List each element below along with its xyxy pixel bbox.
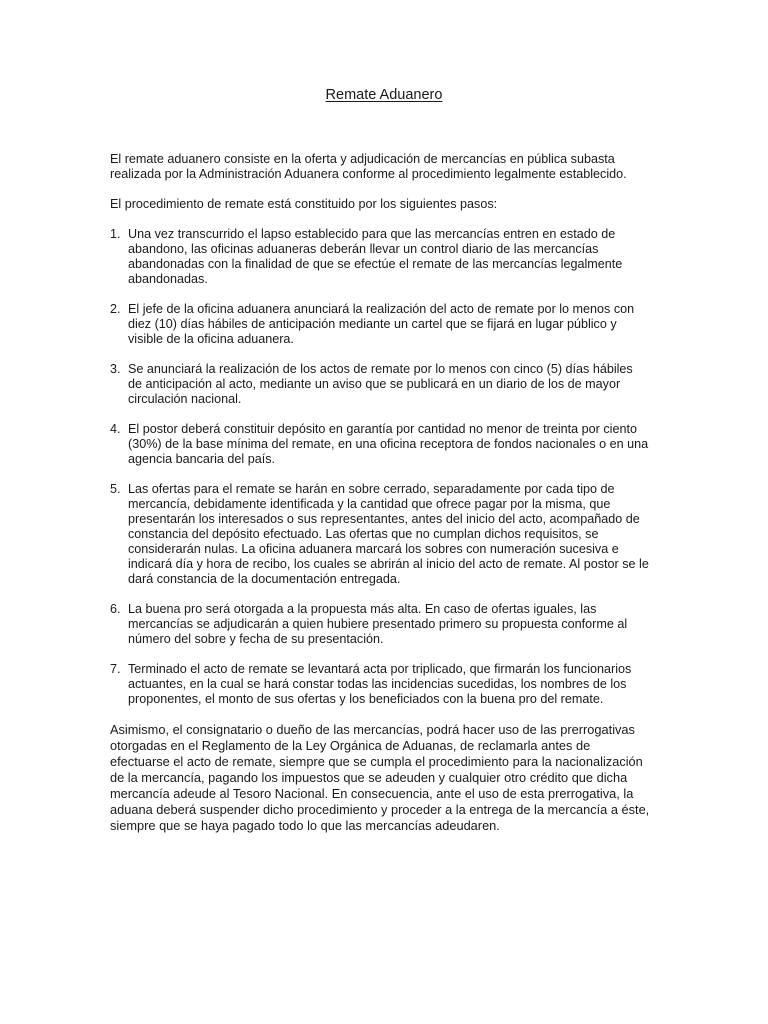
list-item-number: 5. xyxy=(110,482,121,496)
list-item xyxy=(110,602,650,647)
list-item xyxy=(110,422,650,467)
steps-intro-paragraph: El procedimiento de remate está constituido por los siguientes pasos: xyxy=(110,197,498,211)
document-body xyxy=(110,152,650,834)
list-item xyxy=(110,302,650,347)
list-item-number: 6. xyxy=(110,602,121,616)
list-item xyxy=(110,482,650,587)
list-item-number: 3. xyxy=(110,362,121,376)
steps-list xyxy=(110,227,650,707)
list-item xyxy=(110,227,650,287)
list-item xyxy=(110,362,650,407)
list-item xyxy=(110,662,650,707)
list-item-text: El postor deberá constituir depósito en garantía por cantidad no menor de treinta por ciento (30%) de la base mínima del remate, en una oficina receptora de fondos nacionales o en una agencia bancaria del país. xyxy=(128,422,649,466)
page-title: Remate Aduanero xyxy=(325,87,443,103)
list-item-text: Terminado el acto de remate se levantará acta por triplicado, que firmarán los funcionarios actuantes, en la cual se hará constar todas las incidencias sucedidas, los nombres de los proponentes, el monto de sus ofertas y los beneficiados con la buena pro del remate. xyxy=(128,662,632,706)
list-item-text: Una vez transcurrido el lapso establecido para que las mercancías entren en estado de abandono, las oficinas aduaneras deberán llevar un control diario de las mercancías abandonadas con la finalidad de que se efectúe el remate de las mercancías legalmente abandonadas. xyxy=(128,227,623,286)
list-item-text: Se anunciará la realización de los actos de remate por lo menos con cinco (5) días hábiles de anticipación al acto, mediante un aviso que se publicará en un diario de los de mayor circulación nacional. xyxy=(128,362,633,406)
list-item-text: Las ofertas para el remate se harán en sobre cerrado, separadamente por cada tipo de mercancía, debidamente identificada y la cantidad que ofrece pagar por la misma, que presentarán los interesados o sus representantes, antes del inicio del acto, acompañado de constancia del depósito efectuado. Las ofertas que no cumplan dichos requisitos, se considerarán nulas. La oficina aduanera marcará los sobres con numeración sucesiva e indicará día y hora de recibo, los cuales se abrirán al inicio del acto de remate. Al postor se le dará constancia de la documentación entregada. xyxy=(128,482,649,586)
list-item-number: 2. xyxy=(110,302,121,316)
list-item-text: El jefe de la oficina aduanera anunciará la realización del acto de remate por lo menos con diez (10) días hábiles de anticipación mediante un cartel que se fijará en lugar público y visible de la oficina aduanera. xyxy=(128,302,635,346)
list-item-text: La buena pro será otorgada a la propuesta más alta. En caso de ofertas iguales, las mercancías se adjudicarán a quien hubiere presentado primero su propuesta conforme al número del sobre y fecha de su presentación. xyxy=(128,602,628,646)
list-item-number: 7. xyxy=(110,662,121,676)
list-item-number: 1. xyxy=(110,227,121,241)
closing-paragraph: Asimismo, el consignatario o dueño de las mercancías, podrá hacer uso de las prerrogativas otorgadas en el Reglamento de la Ley Orgánica de Aduanas, de reclamarla antes de efectuarse el acto de remate, siempre que se cumpla el procedimiento para la nacionalización de la mercancía, pagando los impuestos que se adeuden y cualquier otro crédito que dicha mercancía adeude al Tesoro Nacional. En consecuencia, ante el uso de esta prerrogativa, la aduana deberá suspender dicho procedimiento y proceder a la entrega de la mercancía a éste, siempre que se haya pagado todo lo que las mercancías adeudaren. xyxy=(110,722,650,833)
list-item-number: 4. xyxy=(110,422,121,436)
intro-paragraph: El remate aduanero consiste en la oferta y adjudicación de mercancías en pública subasta realizada por la Administración Aduanera conforme al procedimiento legalmente establecido. xyxy=(110,152,627,181)
